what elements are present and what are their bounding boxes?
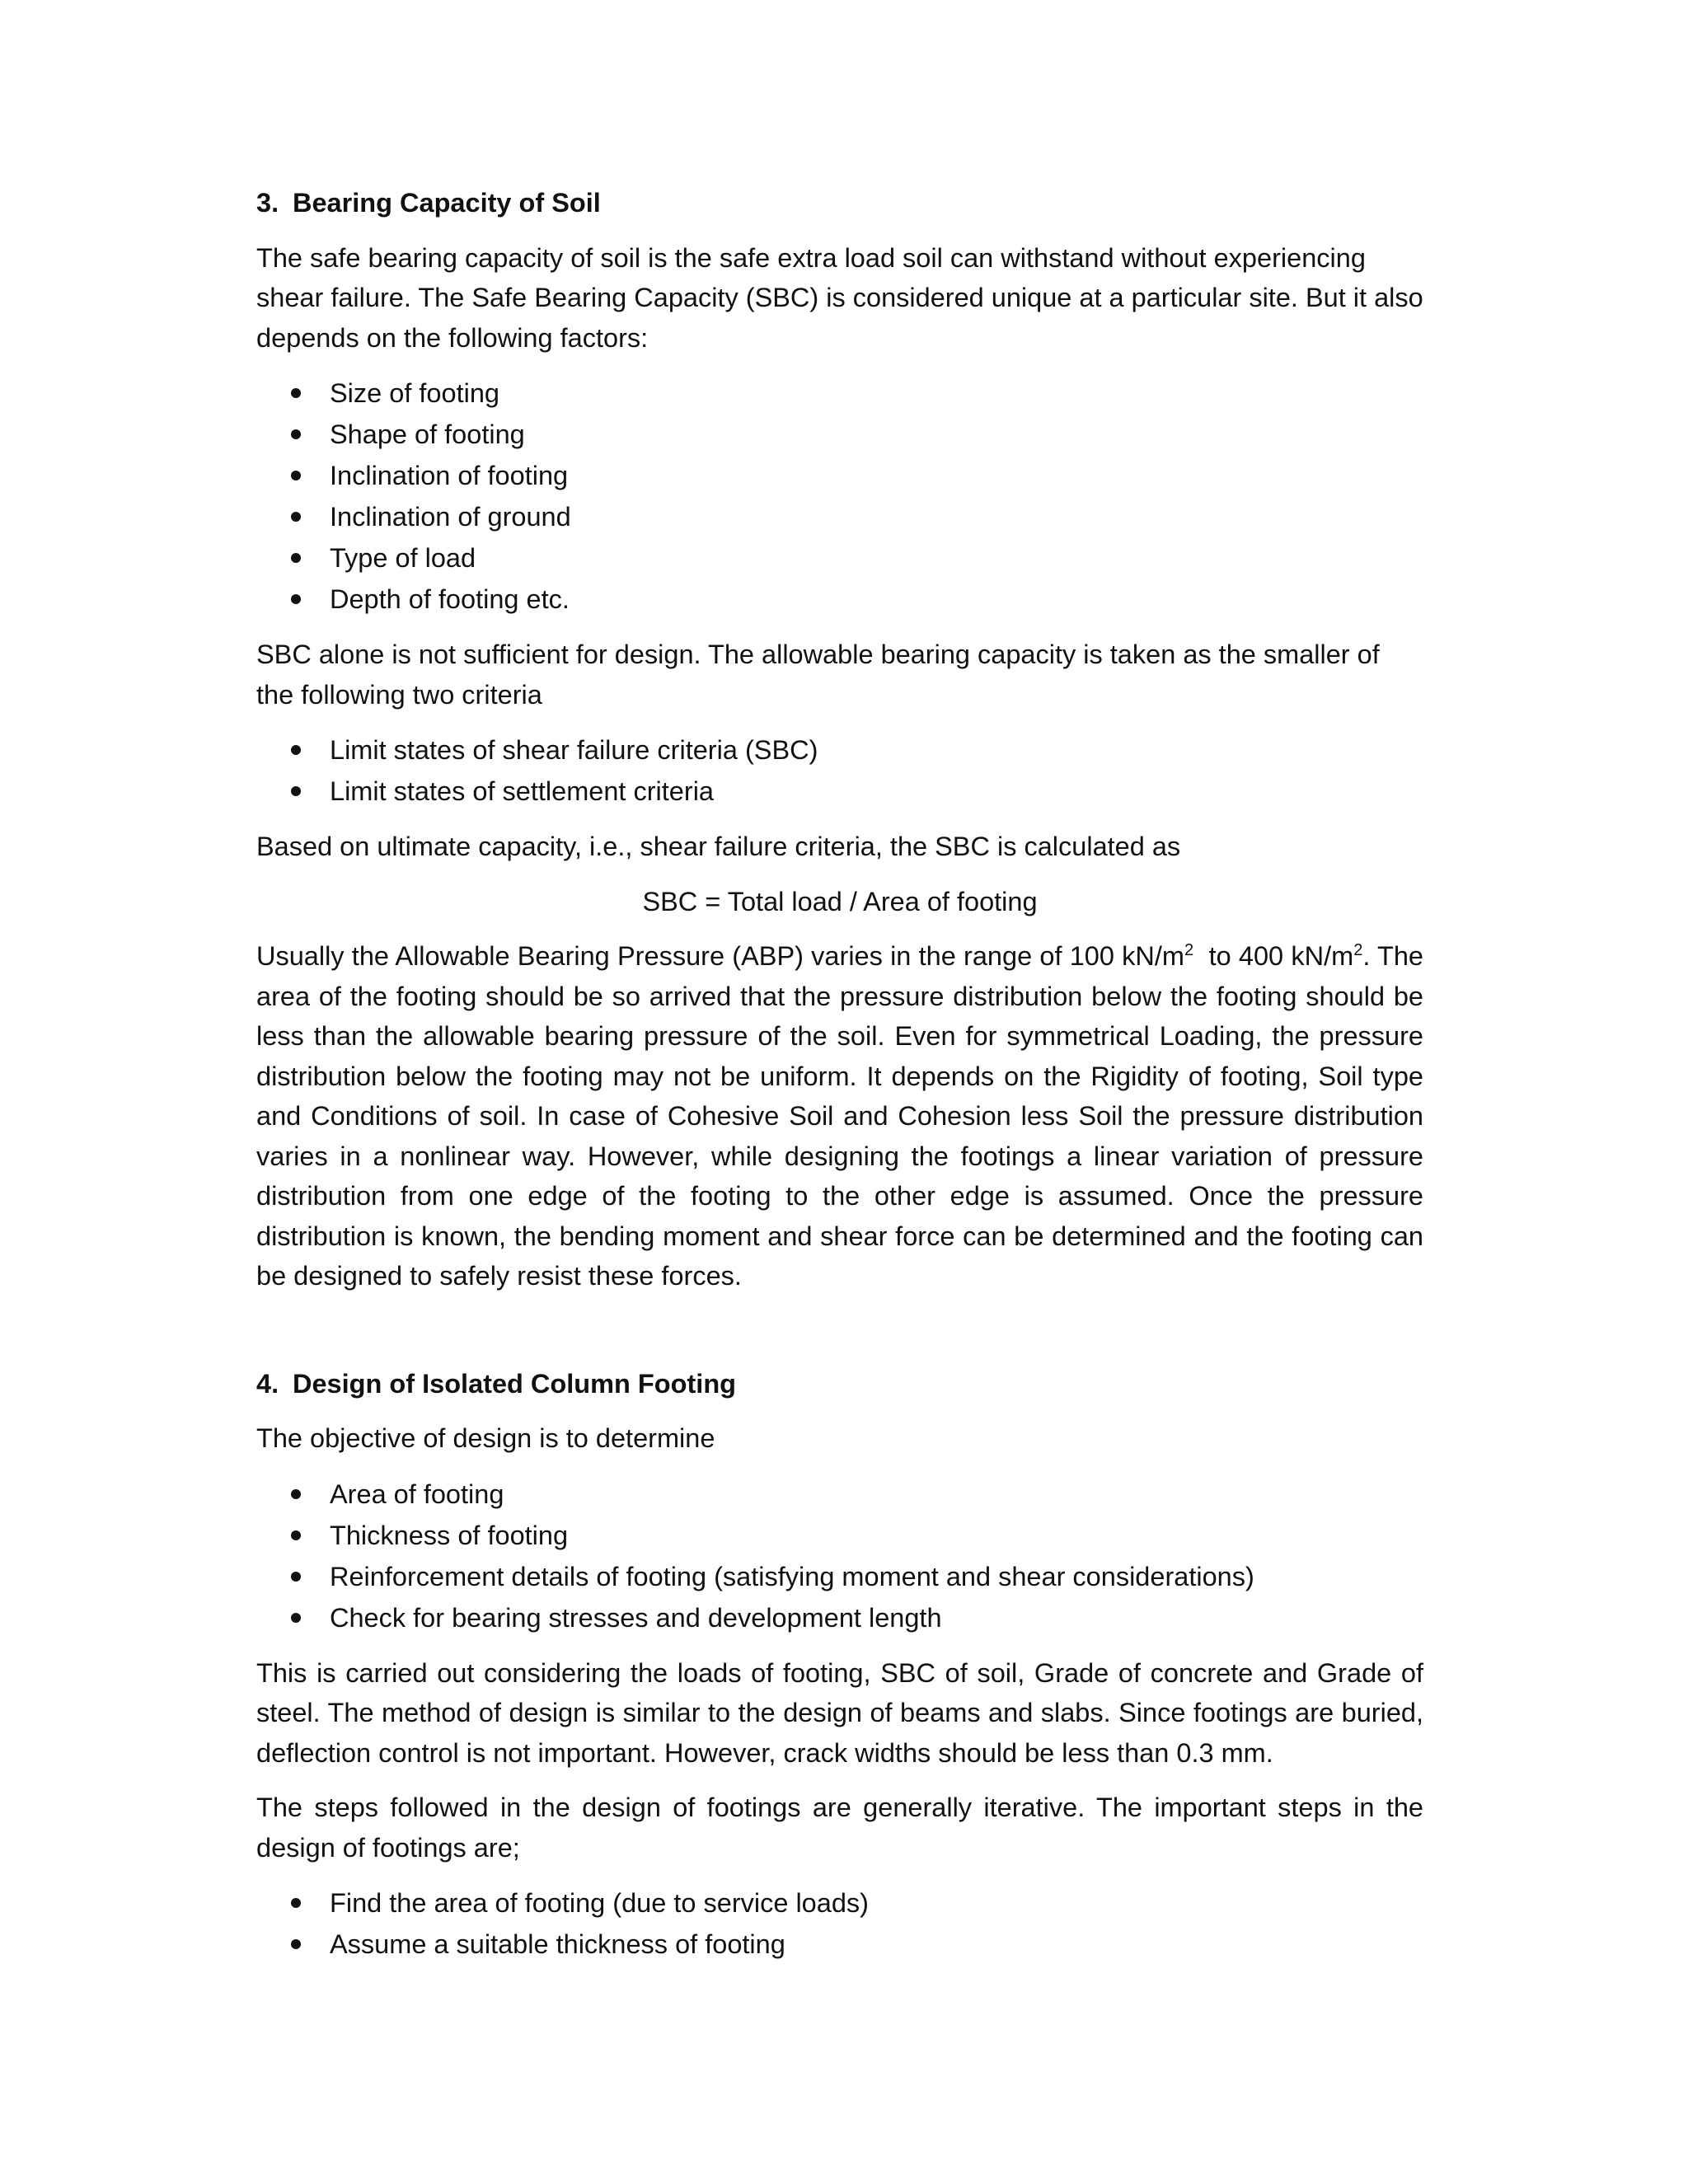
bullet-icon (291, 1939, 301, 1949)
list-item: Type of load (256, 537, 1423, 579)
section-3-heading (256, 183, 1423, 223)
section-3-title: Bearing Capacity of Soil (293, 188, 601, 218)
sbc-formula: SBC = Total load / Area of footing (642, 886, 1038, 916)
list-item: Assume a suitable thickness of footing (256, 1924, 1423, 1965)
list-item: Depth of footing etc. (256, 579, 1423, 620)
list-item: Find the area of footing (due to service loads) (256, 1882, 1423, 1924)
section-3-intro: The safe bearing capacity of soil is the safe extra load soil can withstand without experiencing shear failure. The Safe Bearing Capacity (SBC) is considered unique at a particular site. But it also depends on the following factors: (256, 242, 1423, 353)
abp-paragraph: Usually the Allowable Bearing Pressure (ABP) varies in the range of 100 $kN/m^2$ to 400 $kN/m^2$. The area of the footing should be so arrived that the pressure distribution below the footing should be less than the allowable bearing pressure of the soil. Even for symmetrical Loading, the pressure distribution below the footing may not be uniform. It depends on the Rigidity of footing, Soil type and Conditions of soil. In case of Cohesive Soil and Cohesion less Soil the pressure distribution varies in a nonlinear way. However, while designing the footings a linear variation of pressure distribution from one edge of the footing to the other edge is assumed. Once the pressure distribution is known, the bending moment and shear force can be determined and the footing can be designed to safely resist these forces. (256, 941, 1423, 1291)
bullet-icon (291, 1898, 301, 1908)
list-item: Reinforcement details of footing (satisfying moment and shear considerations) (256, 1556, 1423, 1597)
section-4-number: 4. (256, 1368, 279, 1399)
list-item: Inclination of footing (256, 455, 1423, 496)
list-item: Limit states of settlement criteria (256, 771, 1423, 812)
bullet-icon (291, 786, 301, 796)
bullet-icon (291, 471, 301, 480)
sbc-note: SBC alone is not sufficient for design. The allowable bearing capacity is taken as the smaller of the following two criteria (256, 640, 1380, 710)
document-page (256, 183, 1423, 1980)
bullet-icon (291, 429, 301, 439)
section-spacer (256, 1311, 1423, 1364)
list-item: Check for bearing stresses and development length (256, 1597, 1423, 1638)
list-item: Size of footing (256, 373, 1423, 414)
list-item: Area of footing (256, 1474, 1423, 1515)
objectives-list (256, 1474, 1423, 1638)
bullet-icon (291, 553, 301, 563)
criteria-list (256, 729, 1423, 812)
bullet-icon (291, 512, 301, 522)
bullet-icon (291, 1530, 301, 1540)
bullet-icon (291, 594, 301, 604)
section-4-heading (256, 1364, 1423, 1404)
steps-intro: The steps followed in the design of footings are generally iterative. The important steps in the design of footings are; (256, 1793, 1423, 1863)
list-item: Thickness of footing (256, 1515, 1423, 1556)
section-3-number: 3. (256, 188, 279, 218)
bullet-icon (291, 1489, 301, 1499)
list-item: Limit states of shear failure criteria (SBC) (256, 729, 1423, 771)
bullet-icon (291, 1572, 301, 1582)
factors-list (256, 373, 1423, 620)
method-paragraph: This is carried out considering the loads of footing, SBC of soil, Grade of concrete and Grade of steel. The method of design is similar to the design of beams and slabs. Since footings are buried, deflection control is not important. However, crack widths should be less than 0.3 mm. (256, 1657, 1423, 1768)
list-item: Shape of footing (256, 414, 1423, 455)
objective-text: The objective of design is to determine (256, 1423, 715, 1453)
bullet-icon (291, 745, 301, 755)
ultimate-capacity-text: Based on ultimate capacity, i.e., shear failure criteria, the SBC is calculated as (256, 832, 1181, 861)
bullet-icon (291, 388, 301, 398)
list-item: Inclination of ground (256, 496, 1423, 537)
steps-list (256, 1882, 1423, 1965)
section-4-title: Design of Isolated Column Footing (293, 1368, 737, 1399)
bullet-icon (291, 1613, 301, 1623)
